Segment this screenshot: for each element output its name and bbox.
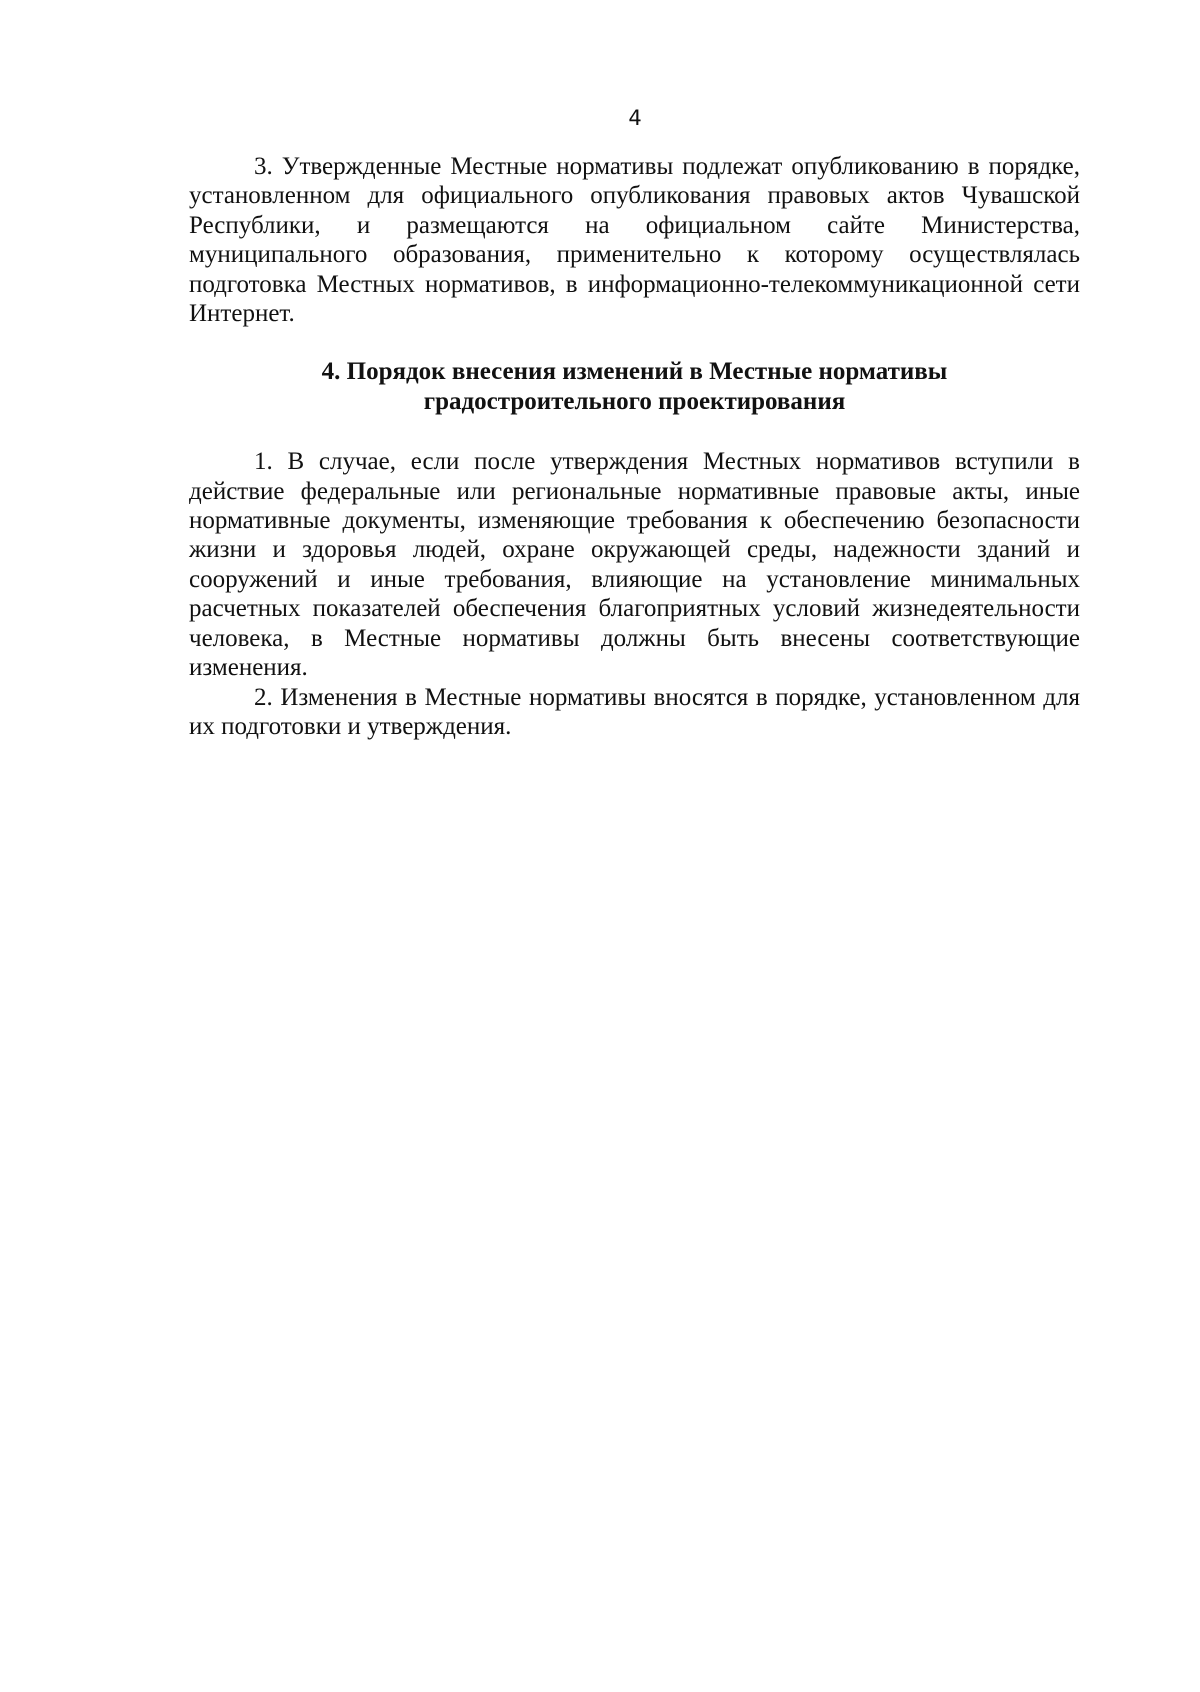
section-4-heading <box>189 357 1080 416</box>
section-3-paragraph: 3. Утвержденные Местные нормативы подлежат опубликованию в порядке, установленном для официального опубликования правовых актов Чувашской Республики, и размещаются на официальном сайте Министерства, муниципального образования, применительно к которому осуществлялась подготовка Местных нормативов, в информационно-телекоммуникационной сети Интернет. <box>189 153 1080 328</box>
section-4-paragraph-1: 1. В случае, если после утверждения Местных нормативов вступили в действие федеральные или региональные нормативные правовые акты, иные нормативные документы, изменяющие требования к обеспечению безопасности жизни и здоровья людей, охране окружающей среды, надежности зданий и сооружений и иные требования, влияющие на установление минимальных расчетных показателей обеспечения благоприятных условий жизнедеятельности человека, в Местные нормативы должны быть внесены соответствующие изменения. <box>189 448 1080 682</box>
section-4-heading-line-1: 4. Порядок внесения изменений в Местные нормативы <box>321 358 948 386</box>
section-4-paragraph-2: 2. Изменения в Местные нормативы вносятся в порядке, установленном для их подготовки и утверждения. <box>189 683 1080 740</box>
section-4-heading-line-2: градостроительного проектирования <box>423 387 846 415</box>
document-body <box>189 152 1080 741</box>
page-number: 4 <box>628 106 642 130</box>
